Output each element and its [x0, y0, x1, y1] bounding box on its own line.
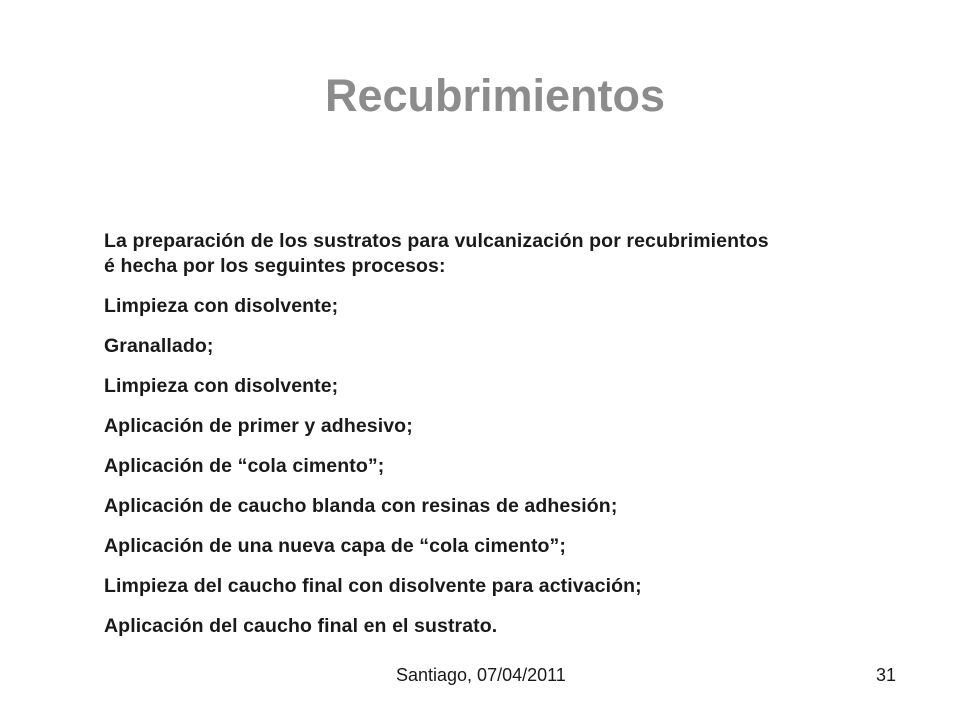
process-item: Limpieza con disolvente; [104, 375, 339, 397]
process-item: Limpieza del caucho final con disolvente para activación; [104, 575, 642, 597]
intro-line-1: La preparación de los sustratos para vulcanización por recubrimientos [104, 230, 769, 252]
footer-date: Santiago, 07/04/2011 [396, 665, 566, 685]
process-item: Granallado; [104, 335, 214, 357]
slide-body [104, 229, 934, 639]
slide-title: Recubrimientos [324, 70, 666, 121]
process-item: Aplicación del caucho final en el sustrato. [104, 615, 498, 637]
process-item: Aplicación de caucho blanda con resinas de adhesión; [104, 495, 618, 517]
process-item: Aplicación de primer y adhesivo; [104, 415, 413, 437]
intro-line-2: é hecha por los seguintes procesos: [104, 255, 446, 277]
footer-page-number: 31 [876, 665, 897, 685]
intro-paragraph [104, 229, 934, 279]
process-item: Limpieza con disolvente; [104, 295, 339, 317]
process-item: Aplicación de una nueva capa de “cola cimento”; [104, 535, 566, 557]
process-item: Aplicación de “cola cimento”; [104, 455, 385, 477]
